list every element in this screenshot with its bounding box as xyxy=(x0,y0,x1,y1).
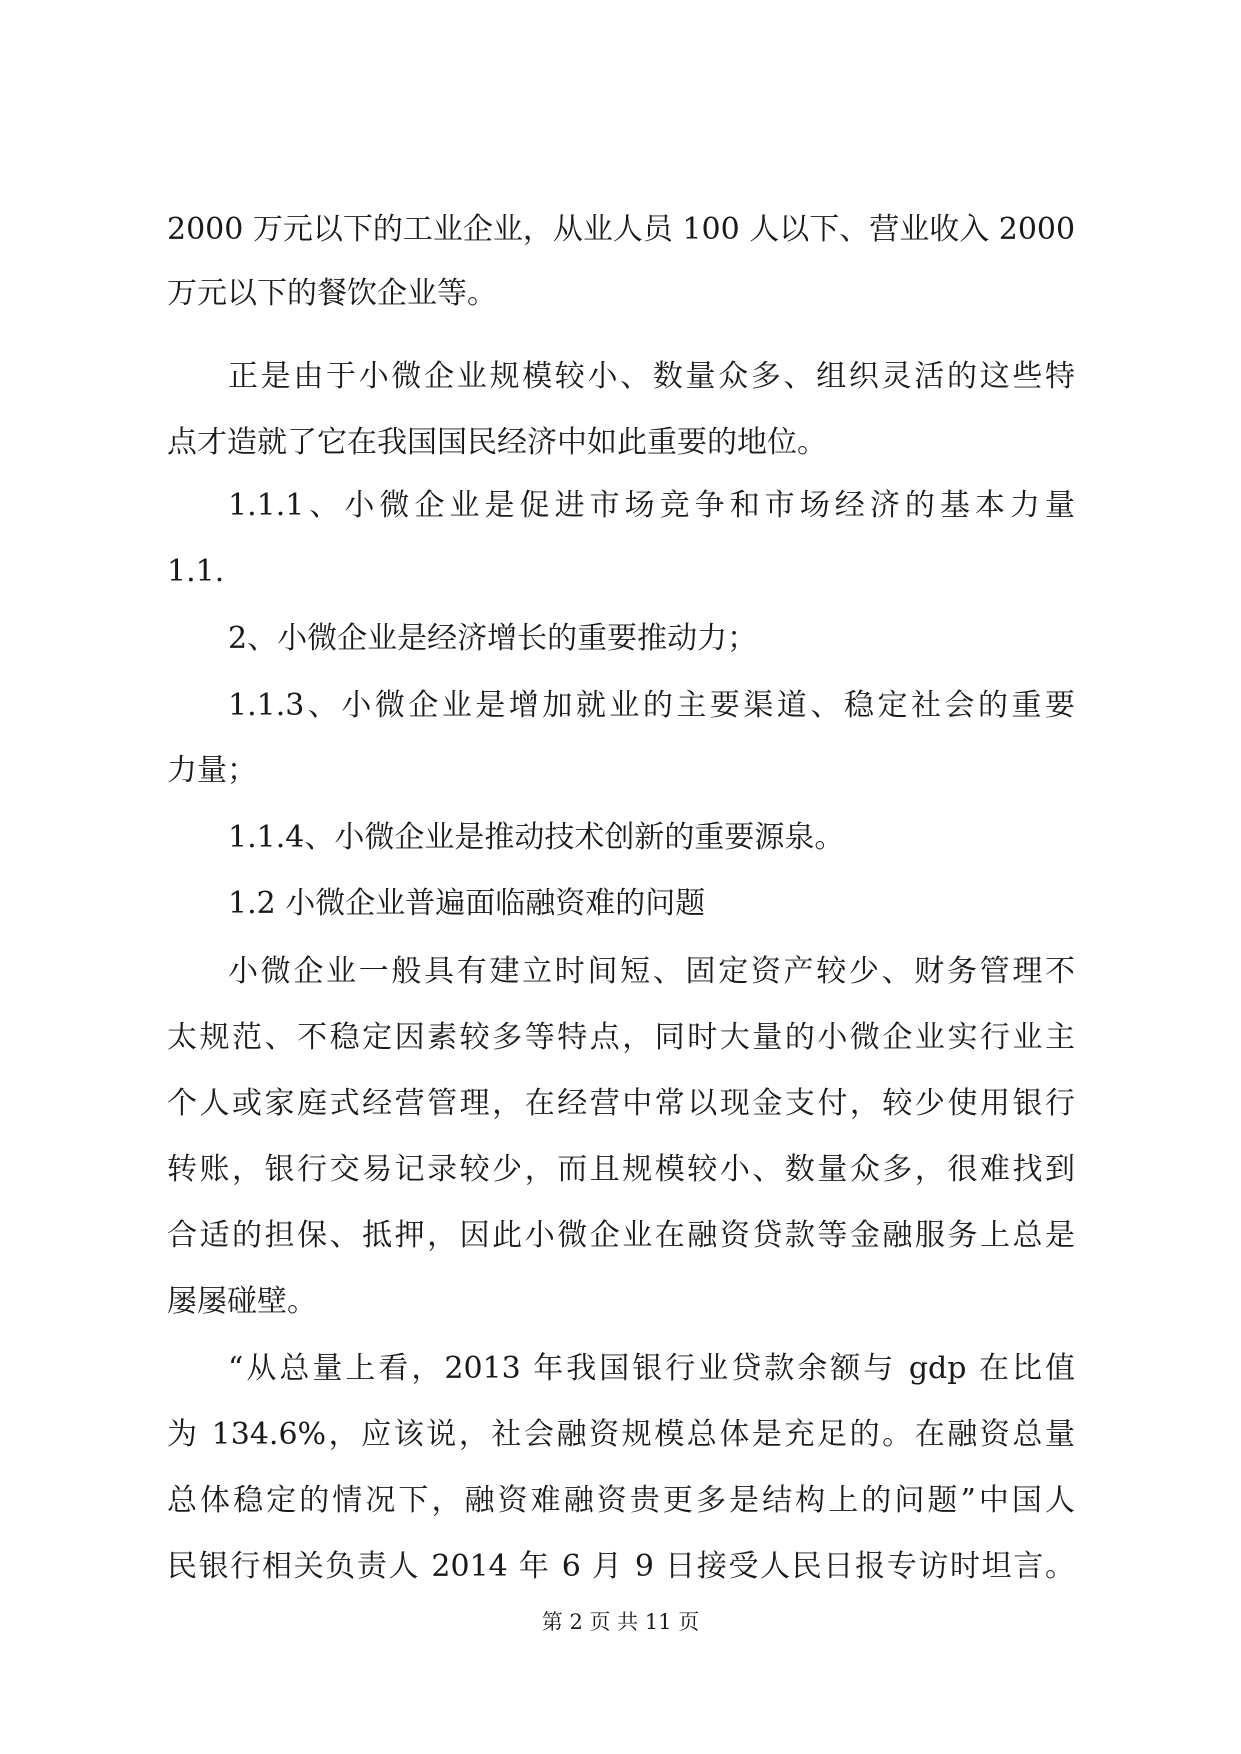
text-line: 点才造就了它在我国国民经济中如此重要的地位。 xyxy=(167,425,827,460)
text-line: 屡屡碰壁。 xyxy=(167,1284,317,1319)
text-line: 转账，银行交易记录较少，而且规模较小、数量众多，很难找到 xyxy=(167,1152,1075,1187)
text-line: 小微企业一般具有建立时间短、固定资产较少、财务管理不 xyxy=(228,954,1075,989)
text-line: 总体稳定的情况下，融资难融资贵更多是结构上的问题”中国人 xyxy=(167,1483,1075,1518)
text-line: 2、小微企业是经济增长的重要推动力； xyxy=(228,621,758,656)
text-line: 力量； xyxy=(167,753,257,788)
text-line: 正是由于小微企业规模较小、数量众多、组织灵活的这些特 xyxy=(228,359,1075,394)
text-line: 太规范、不稳定因素较多等特点，同时大量的小微企业实行业主 xyxy=(167,1020,1075,1055)
text-line: 民银行相关负责人 2014 年 6 月 9 日接受人民日报专访时坦言。 xyxy=(167,1549,1075,1584)
text-line: 1.1. xyxy=(167,554,225,589)
text-line: 为 134.6%，应该说，社会融资规模总体是充足的。在融资总量 xyxy=(167,1417,1075,1452)
text-line: 个人或家庭式经营管理，在经营中常以现金支付，较少使用银行 xyxy=(167,1086,1075,1121)
text-line: 合适的担保、抵押，因此小微企业在融资贷款等金融服务上总是 xyxy=(167,1218,1075,1253)
text-line: 1.1.4、小微企业是推动技术创新的重要源泉。 xyxy=(228,820,845,855)
section-heading: 1.2 小微企业普遍面临融资难的问题 xyxy=(228,886,706,921)
page-number-footer: 第 2 页 共 11 页 xyxy=(541,1610,700,1634)
text-line: 2000 万元以下的工业企业，从业人员 100 人以下、营业收入 2000 xyxy=(167,212,1076,247)
text-line: 1.1.3、小微企业是增加就业的主要渠道、稳定社会的重要 xyxy=(228,688,1075,723)
text-line: 1.1.1、小微企业是促进市场竞争和市场经济的基本力量 xyxy=(228,488,1075,523)
text-line: 万元以下的餐饮企业等。 xyxy=(167,276,497,311)
text-line: “从总量上看，2013 年我国银行业贷款余额与 gdp 在比值 xyxy=(228,1351,1075,1386)
